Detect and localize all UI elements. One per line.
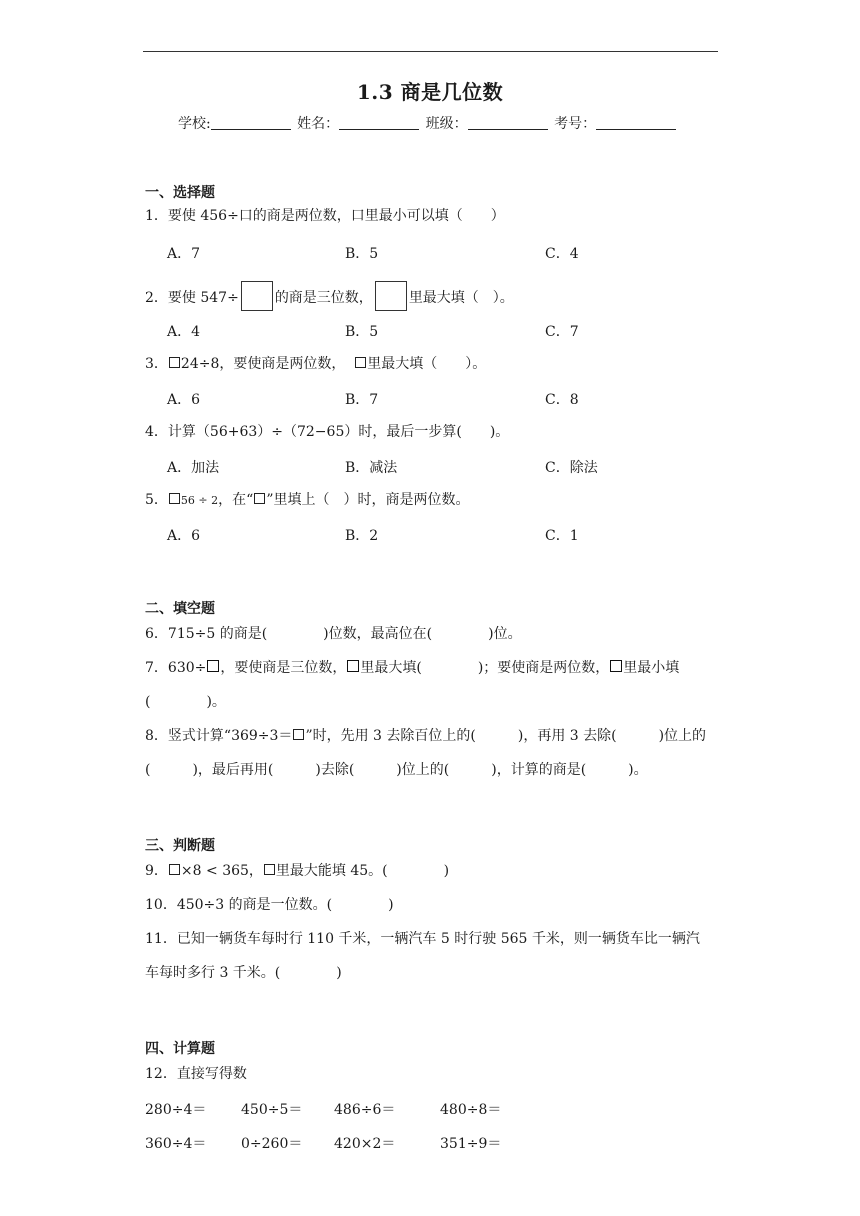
school-label: 学校: — [178, 116, 211, 132]
q7-part-4: 里最小填 — [623, 660, 680, 676]
question-5 — [145, 491, 469, 510]
q2-part-1: 2．要使 547÷ — [145, 290, 239, 306]
question-10: 10．450÷3 的商是一位数。( ) — [145, 897, 394, 913]
q2-option-c[interactable]: C．7 — [545, 324, 579, 340]
q8-part-1: 8．竖式计算“369÷3＝ — [145, 728, 293, 744]
q4-option-c[interactable]: C．除法 — [545, 460, 598, 476]
q2-option-b[interactable]: B．5 — [345, 324, 379, 340]
class-blank[interactable] — [468, 115, 548, 130]
exam-no-label: 考号： — [554, 116, 597, 132]
q5-option-c[interactable]: C．1 — [545, 528, 579, 544]
calc-item: 480÷8＝ — [440, 1102, 502, 1118]
section-calculation: 四、计算题 — [145, 1041, 215, 1057]
q9-square-1 — [169, 864, 180, 875]
question-9 — [145, 862, 449, 880]
q5-option-b[interactable]: B．2 — [345, 528, 379, 544]
q7-square-3 — [610, 660, 622, 672]
q7-part-1: 7．630÷ — [145, 660, 207, 676]
q2-box-1 — [241, 281, 273, 311]
q5-part-2: 56 ÷ 2 — [180, 494, 219, 507]
section-true-false: 三、判断题 — [145, 838, 215, 854]
q3-part-3: 里最大填（ ）。 — [367, 356, 487, 372]
question-2 — [145, 281, 514, 311]
q3-square-1 — [169, 357, 180, 368]
q5-option-a[interactable]: A．6 — [167, 528, 201, 544]
exam-no-blank[interactable] — [596, 115, 676, 130]
q3-part-1: 3． — [145, 356, 168, 372]
question-11-line-2: 车每时多行 3 千米。( ) — [145, 965, 342, 981]
question-8-line-2: ( )，最后再用( )去除( )位上的( )，计算的商是( )。 — [145, 762, 648, 778]
calc-item: 450÷5＝ — [241, 1102, 303, 1118]
section-choice: 一、选择题 — [145, 185, 215, 201]
q3-option-b[interactable]: B．7 — [345, 392, 379, 408]
question-6: 6．715÷5 的商是( )位数，最高位在( )位。 — [145, 626, 522, 642]
q9-square-2 — [264, 864, 275, 875]
q8-part-2: ”时，先用 3 去除百位上的( )，再用 3 去除( )位上的 — [305, 728, 707, 744]
student-info-line — [178, 113, 678, 133]
q5-square-2 — [254, 493, 265, 504]
q7-square-2 — [347, 660, 359, 672]
q8-square — [293, 729, 304, 740]
q1-option-b[interactable]: B．5 — [345, 246, 379, 262]
school-blank[interactable] — [211, 115, 291, 130]
calc-item: 486÷6＝ — [334, 1102, 396, 1118]
q7-square-1 — [207, 660, 219, 672]
q4-option-b[interactable]: B．减法 — [345, 460, 398, 476]
question-1: 1．要使 456÷口的商是两位数，口里最小可以填（ ） — [145, 208, 505, 224]
q2-part-3: 里最大填（ ）。 — [408, 290, 514, 306]
calc-item: 280÷4＝ — [145, 1102, 207, 1118]
calc-item: 420×2＝ — [334, 1136, 396, 1152]
q3-option-a[interactable]: A．6 — [167, 392, 201, 408]
question-7-line-2: ( )。 — [145, 694, 226, 710]
q4-option-a[interactable]: A．加法 — [167, 460, 220, 476]
q7-part-2: ，要使商是三位数， — [220, 660, 347, 676]
calc-item: 0÷260＝ — [241, 1136, 303, 1152]
q1-option-a[interactable]: A．7 — [167, 246, 201, 262]
calc-item: 360÷4＝ — [145, 1136, 207, 1152]
q3-square-2 — [355, 357, 366, 368]
page-title: 1.3 商是几位数 — [356, 80, 504, 104]
q7-part-3: 里最大填( )；要使商是两位数， — [360, 660, 610, 676]
question-7 — [145, 659, 679, 677]
q9-part-1: 9． — [145, 863, 168, 879]
name-blank[interactable] — [339, 115, 419, 130]
q2-box-2 — [375, 281, 407, 311]
question-3 — [145, 355, 486, 373]
q2-option-a[interactable]: A．4 — [167, 324, 201, 340]
name-label: 姓名： — [297, 116, 340, 132]
q5-part-4: ”里填上（ ）时，商是两位数。 — [266, 492, 470, 508]
q3-option-c[interactable]: C．8 — [545, 392, 579, 408]
q9-part-2: ×8 < 365， — [180, 863, 263, 879]
q5-part-1: 5． — [145, 492, 168, 508]
q3-part-2: 24÷8，要使商是两位数， — [180, 356, 346, 372]
calc-item: 351÷9＝ — [440, 1136, 502, 1152]
header-rule — [143, 51, 718, 52]
question-4: 4．计算（56+63）÷（72−65）时，最后一步算( )。 — [145, 424, 510, 440]
q5-part-3: ，在“ — [218, 492, 254, 508]
section-fill-blank: 二、填空题 — [145, 601, 215, 617]
question-11: 11．已知一辆货车每时行 110 千米，一辆汽车 5 时行驶 565 千米，则一辆货车比一辆汽 — [145, 931, 700, 947]
q9-part-3: 里最大能填 45。( ) — [275, 863, 450, 879]
question-12: 12．直接写得数 — [145, 1066, 247, 1082]
class-label: 班级： — [425, 116, 468, 132]
q1-option-c[interactable]: C．4 — [545, 246, 579, 262]
q2-part-2: 的商是三位数， — [274, 290, 373, 306]
q5-square-1 — [169, 493, 180, 504]
question-8 — [145, 727, 706, 745]
